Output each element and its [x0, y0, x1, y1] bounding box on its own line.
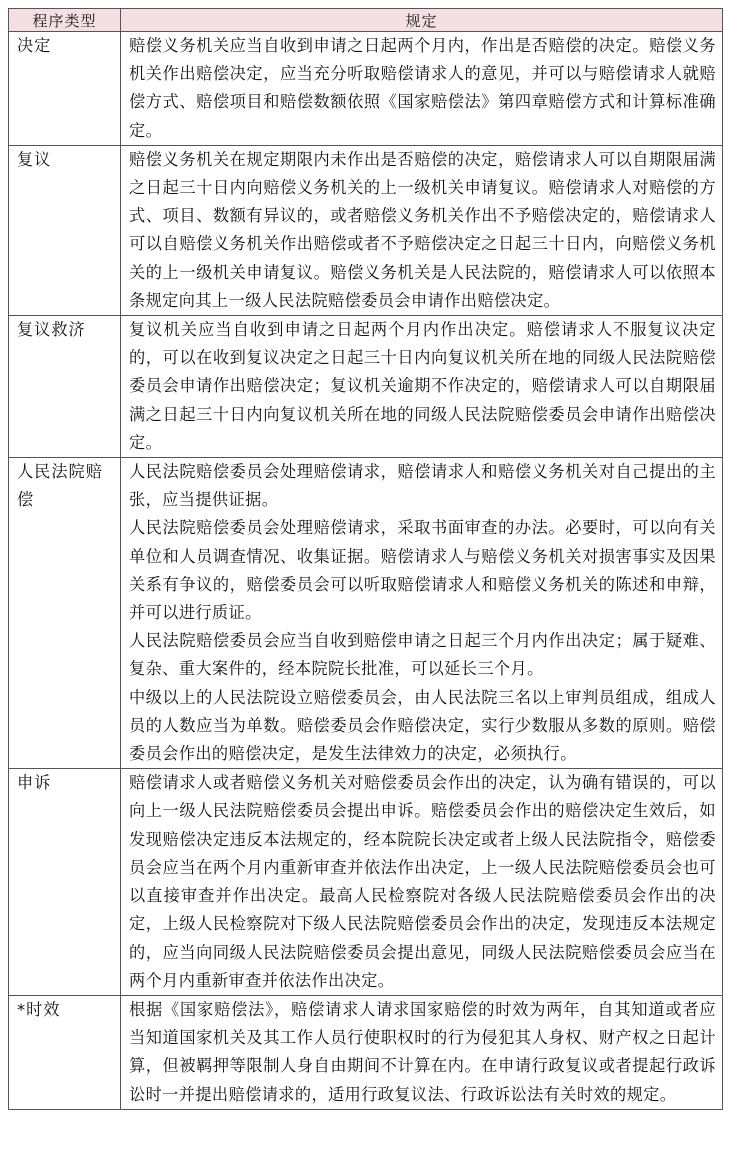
- rule-paragraph: 根据《国家赔偿法》，赔偿请求人请求国家赔偿的时效为两年，自其知道或者应当知道国家机关及其工作人员行使职权时的行为侵犯其人身权、财产权之日起计算，但被羁押等限制人身自由期间不计算在内。在申请行政复议或者提起行政诉讼时一并提出赔偿请求的，适用行政复议法、行政诉讼法有关时效的规定。: [129, 999, 716, 1104]
- table-row: [9, 995, 723, 1109]
- row-type-decision: 决定: [9, 32, 121, 146]
- row-rule-reconsideration: [121, 145, 723, 315]
- table-row: [9, 145, 723, 315]
- rule-paragraph: 人民法院赔偿委员会处理赔偿请求，采取书面审查的办法。必要时，可以向有关单位和人员调查情况、收集证据。赔偿请求人与赔偿义务机关对损害事实及因果关系有争议的，赔偿委员会可以听取赔偿请求人和赔偿义务机关的陈述和申辩，并可以进行质证。: [129, 518, 716, 623]
- rule-paragraph: 赔偿义务机关在规定期限内未作出是否赔偿的决定，赔偿请求人可以自期限届满之日起三十日内向赔偿义务机关的上一级机关申请复议。赔偿请求人对赔偿的方式、项目、数额有异议的，或者赔偿义务机关作出不予赔偿决定的，赔偿请求人可以自赔偿义务机关作出赔偿或者不予赔偿决定之日起三十日内，向赔偿义务机关的上一级机关申请复议。赔偿义务机关是人民法院的，赔偿请求人可以依照本条规定向其上一级人民法院赔偿委员会申请作出赔偿决定。: [129, 149, 716, 310]
- row-rule-court-compensation: [121, 458, 723, 769]
- row-type-reconsideration-remedy: 复议救济: [9, 316, 121, 458]
- table-row: [9, 316, 723, 458]
- rule-paragraph: 中级以上的人民法院设立赔偿委员会，由人民法院三名以上审判员组成，组成人员的人数应当为单数。赔偿委员会作赔偿决定，实行少数服从多数的原则。赔偿委员会作出的赔偿决定，是发生法律效力的决定，必须执行。: [129, 687, 716, 764]
- row-rule-appeal: [121, 769, 723, 996]
- regulation-table: [8, 8, 723, 1110]
- header-procedure-type: 程序类型: [9, 9, 121, 32]
- table-row: [9, 32, 723, 146]
- row-type-reconsideration: 复议: [9, 145, 121, 315]
- header-rule: 规定: [121, 9, 723, 32]
- table-row: [9, 458, 723, 769]
- row-rule-decision: [121, 32, 723, 146]
- rule-paragraph: 赔偿义务机关应当自收到申请之日起两个月内，作出是否赔偿的决定。赔偿义务机关作出赔偿决定，应当充分听取赔偿请求人的意见，并可以与赔偿请求人就赔偿方式、赔偿项目和赔偿数额依照《国家赔偿法》第四章赔偿方式和计算标准确定。: [129, 36, 716, 140]
- rule-paragraph: 复议机关应当自收到申请之日起两个月内作出决定。赔偿请求人不服复议决定的，可以在收到复议决定之日起三十日内向复议机关所在地的同级人民法院赔偿委员会申请作出赔偿决定；复议机关逾期不作决定的，赔偿请求人可以自期限届满之日起三十日内向复议机关所在地的同级人民法院赔偿委员会申请作出赔偿决定。: [129, 320, 716, 452]
- row-rule-reconsideration-remedy: [121, 316, 723, 458]
- rule-paragraph: 赔偿请求人或者赔偿义务机关对赔偿委员会作出的决定，认为确有错误的，可以向上一级人民法院赔偿委员会提出申诉。赔偿委员会作出的赔偿决定生效后，如发现赔偿决定违反本法规定的，经本院院长决定或者上级人民法院指令，赔偿委员会应当在两个月内重新审查并依法作出决定，上一级人民法院赔偿委员会也可以直接审查并作出决定。最高人民检察院对各级人民法院赔偿委员会作出的决定，上级人民检察院对下级人民法院赔偿委员会作出的决定，发现违反本法规定的，应当向同级人民法院赔偿委员会提出意见，同级人民法院赔偿委员会应当在两个月内重新审查并依法作出决定。: [129, 773, 716, 990]
- row-type-appeal: 申诉: [9, 769, 121, 996]
- rule-paragraph: 人民法院赔偿委员会处理赔偿请求，赔偿请求人和赔偿义务机关对自己提出的主张，应当提供证据。: [129, 462, 716, 510]
- row-rule-limitation: [121, 995, 723, 1109]
- rule-paragraph: 人民法院赔偿委员会应当自收到赔偿申请之日起三个月内作出决定；属于疑难、复杂、重大案件的，经本院院长批准，可以延长三个月。: [129, 631, 716, 679]
- table-row: [9, 769, 723, 996]
- row-type-court-compensation: 人民法院赔偿: [9, 458, 121, 769]
- row-type-limitation: *时效: [9, 995, 121, 1109]
- table-header-row: [9, 9, 723, 32]
